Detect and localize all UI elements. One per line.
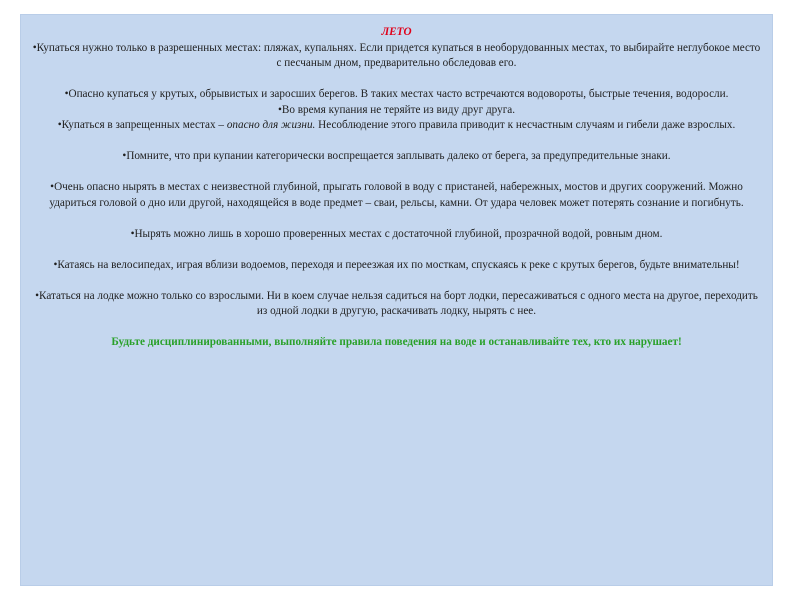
rule-paragraph-8: •Катаясь на велосипедах, играя вблизи водоемов, переходя и переезжая их по мосткам, спускаясь к реке с крутых берегов, будьте внимательны! [53,258,740,271]
spacer [29,242,764,258]
rule-paragraph-6: •Очень опасно нырять в местах с неизвестной глубиной, прыгать головой в воду с пристаней, набережных, мостов и других сооружений. Можно удариться головой о дно или другой, находящейся в воде предмет – сваи, рельсы, камни. От удара человек может потерять сознание и погибнуть. [49,181,744,209]
rule-paragraph-4-emphasis: опасно для жизни. [226,119,316,131]
slide [20,14,773,586]
spacer [29,165,764,181]
slide-content [29,25,764,351]
spacer [29,134,764,150]
spacer [29,72,764,88]
rule-paragraph-4-start: •Купаться в запрещенных местах – [57,119,227,131]
spacer [29,273,764,289]
rule-paragraph-5: •Помните, что при купании категорически воспрещается заплывать далеко от берега, за предупредительные знаки. [122,150,671,162]
rule-paragraph-2: •Опасно купаться у крутых, обрывистых и заросших берегов. В таких местах часто встречаются водовороты, быстрые течения, водоросли. [64,88,729,100]
rule-paragraph-1: •Купаться нужно только в разрешенных местах: пляжах, купальнях. Если придется купаться в необорудованных местах, то выбирайте неглубокое место с песчаным дном, предварительно обследовав его. [32,41,761,69]
rule-paragraph-4 [29,118,764,134]
rule-paragraph-9: •Кататься на лодке можно только со взрослыми. Ни в коем случае нельзя садиться на борт лодки, пересаживаться с одного места на другое, переходить из одной лодки в другую, раскачивать лодку, нырять с нее. [35,289,758,317]
rule-paragraph-4-end: Несоблюдение этого правила приводит к несчастным случаям и гибели даже взрослых. [315,119,736,131]
slide-title: ЛЕТО [381,26,412,38]
rule-paragraph-3: •Во время купания не теряйте из виду друг друга. [277,103,516,116]
closing-statement: Будьте дисциплинированными, выполняйте правила поведения на воде и останавливайте тех, кто их нарушает! [111,336,682,348]
rule-paragraph-7: •Нырять можно лишь в хорошо проверенных местах с достаточной глубиной, прозрачной водой, ровным дном. [130,227,663,240]
spacer [29,320,764,336]
spacer [29,211,764,227]
